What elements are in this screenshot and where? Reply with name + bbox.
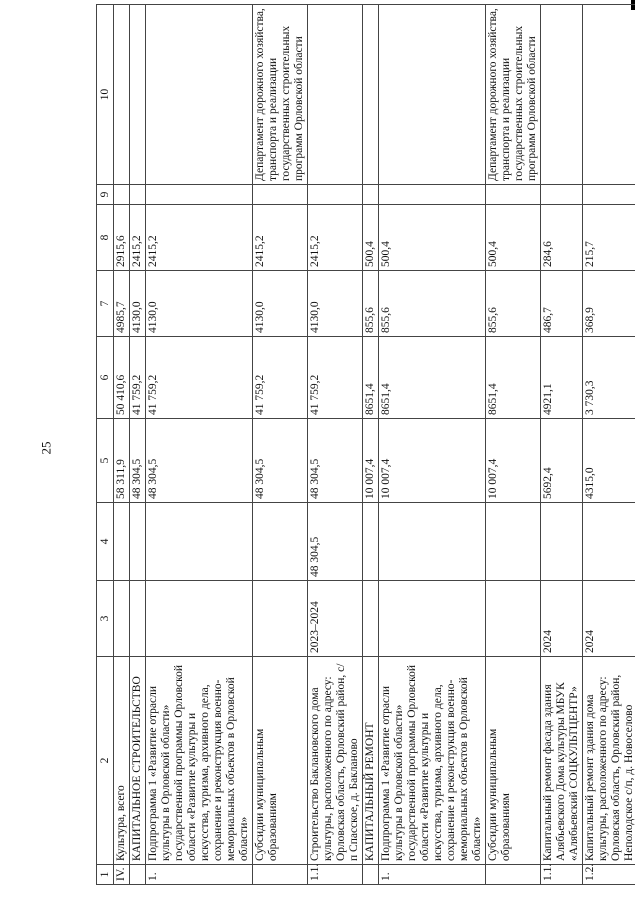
table-row: [114, 5, 130, 885]
cost-cell: [541, 503, 583, 581]
col9-cell: [379, 185, 486, 205]
federal-cell: 8651,4: [486, 337, 541, 419]
number-cell: 1.1.: [308, 865, 363, 885]
name-cell: Капитальный ремонт фасада здания Алябьевского Дома культуры МБУК «Алябьевский СОЦКУЛЬТЦЕНТР»: [541, 657, 583, 865]
local-cell: 2415,2: [308, 205, 363, 271]
col9-cell: [114, 185, 130, 205]
name-cell: Подпрограмма 1 «Развитие отрасли культуры в Орловской области» государственной программы Орловской области «Развитие культуры и искусства, туризма, архивного дела, сохранение и реконструкция военно-мемориальных объектов в Орловской области»: [379, 657, 486, 865]
regional-cell: 855,6: [363, 271, 379, 337]
period-cell: 2023–2024: [308, 581, 363, 657]
header-cell: 8: [97, 205, 114, 271]
regional-cell: 4130,0: [146, 271, 253, 337]
table-row: [363, 5, 379, 885]
name-cell: КАПИТАЛЬНОЕ СТРОИТЕЛЬСТВО: [130, 657, 146, 865]
name-cell: Субсидии муниципальным образованиям: [253, 657, 308, 865]
federal-cell: 8651,4: [363, 337, 379, 419]
number-cell: 1.2.: [583, 865, 635, 885]
header-row: [97, 5, 114, 885]
number-cell: 1.: [146, 865, 253, 885]
responsible-cell: [379, 5, 486, 185]
federal-cell: 4921,1: [541, 337, 583, 419]
table-row: [379, 5, 486, 885]
col9-cell: [541, 185, 583, 205]
responsible-cell: [130, 5, 146, 185]
col9-cell: [146, 185, 253, 205]
total-cell: 48 304,5: [146, 419, 253, 503]
total-cell: 48 304,5: [130, 419, 146, 503]
header-cell: 1: [97, 865, 114, 885]
cost-cell: [146, 503, 253, 581]
responsible-cell: [146, 5, 253, 185]
regional-cell: 4130,0: [130, 271, 146, 337]
period-cell: [114, 581, 130, 657]
table-row: [486, 5, 541, 885]
name-cell: Строительство Баклановского дома культуры, расположенного по адресу: Орловская область, Орловский район, с/п Спасское, д. Бакланово: [308, 657, 363, 865]
page-number: 25: [38, 441, 54, 455]
period-cell: [486, 581, 541, 657]
regional-cell: 368,9: [583, 271, 635, 337]
name-cell: Культура, всего: [114, 657, 130, 865]
cost-cell: [363, 503, 379, 581]
name-cell: КАПИТАЛЬНЫЙ РЕМОНТ: [363, 657, 379, 865]
regional-cell: 855,6: [486, 271, 541, 337]
col9-cell: [486, 185, 541, 205]
regional-cell: 4985,7: [114, 271, 130, 337]
total-cell: 48 304,5: [308, 419, 363, 503]
responsible-cell: [541, 5, 583, 185]
cost-cell: 48 304,5: [308, 503, 363, 581]
local-cell: 500,4: [486, 205, 541, 271]
header-cell: 6: [97, 337, 114, 419]
budget-table: [96, 4, 635, 885]
header-cell: 4: [97, 503, 114, 581]
col9-cell: [363, 185, 379, 205]
total-cell: 10 007,4: [379, 419, 486, 503]
responsible-cell: Департамент дорожного хозяйства, транспорта и реализации государственных строительных программ Орловской области: [486, 5, 541, 185]
local-cell: 2915,6: [114, 205, 130, 271]
rotated-table-container: [96, 5, 635, 885]
table-body: [97, 5, 635, 885]
name-cell: Субсидии муниципальным образованиям: [486, 657, 541, 865]
local-cell: 2415,2: [146, 205, 253, 271]
header-cell: 9: [97, 185, 114, 205]
period-cell: [253, 581, 308, 657]
number-cell: 1.1.: [541, 865, 583, 885]
header-cell: 7: [97, 271, 114, 337]
total-cell: 4315,0: [583, 419, 635, 503]
header-cell: 2: [97, 657, 114, 865]
federal-cell: 41 759,2: [130, 337, 146, 419]
header-cell: 3: [97, 581, 114, 657]
cost-cell: [379, 503, 486, 581]
period-cell: [363, 581, 379, 657]
total-cell: 10 007,4: [486, 419, 541, 503]
name-cell: Подпрограмма 1 «Развитие отрасли культуры в Орловской области» государственной программы Орловской области «Развитие культуры и искусства, туризма, архивного дела, сохранение и реконструкция военно-мемориальных объектов в Орловской области»: [146, 657, 253, 865]
federal-cell: 50 410,6: [114, 337, 130, 419]
col9-cell: [253, 185, 308, 205]
header-cell: 5: [97, 419, 114, 503]
responsible-cell: [363, 5, 379, 185]
local-cell: 284,6: [541, 205, 583, 271]
table-row: [541, 5, 583, 885]
table-row: [308, 5, 363, 885]
number-cell: 1.: [379, 865, 486, 885]
regional-cell: 4130,0: [253, 271, 308, 337]
federal-cell: 41 759,2: [308, 337, 363, 419]
regional-cell: 855,6: [379, 271, 486, 337]
col9-cell: [308, 185, 363, 205]
local-cell: 500,4: [379, 205, 486, 271]
federal-cell: 41 759,2: [146, 337, 253, 419]
regional-cell: 486,7: [541, 271, 583, 337]
total-cell: 58 311,9: [114, 419, 130, 503]
period-cell: [146, 581, 253, 657]
period-cell: 2024: [583, 581, 635, 657]
cost-cell: [130, 503, 146, 581]
number-cell: [253, 865, 308, 885]
responsible-cell: Департамент дорожного хозяйства, транспорта и реализации государственных строительных программ Орловской области: [253, 5, 308, 185]
federal-cell: 3 730,3: [583, 337, 635, 419]
period-cell: 2024: [541, 581, 583, 657]
total-cell: 5692,4: [541, 419, 583, 503]
responsible-cell: [114, 5, 130, 185]
cost-cell: [486, 503, 541, 581]
name-cell: Капитальный ремонт здания дома культуры, расположенного по адресу: Орловская область, Орловский район, Неполодское с/п, д. Новоселово: [583, 657, 635, 865]
table-row: [253, 5, 308, 885]
period-cell: [379, 581, 486, 657]
local-cell: 2415,2: [253, 205, 308, 271]
number-cell: [130, 865, 146, 885]
number-cell: [486, 865, 541, 885]
regional-cell: 4130,0: [308, 271, 363, 337]
total-cell: 10 007,4: [363, 419, 379, 503]
responsible-cell: [583, 5, 635, 185]
federal-cell: 8651,4: [379, 337, 486, 419]
cost-cell: [114, 503, 130, 581]
local-cell: 215,7: [583, 205, 635, 271]
cost-cell: [253, 503, 308, 581]
cost-cell: [583, 503, 635, 581]
number-cell: IV.: [114, 865, 130, 885]
table-row: [583, 5, 635, 885]
table-row: [146, 5, 253, 885]
col9-cell: [583, 185, 635, 205]
number-cell: [363, 865, 379, 885]
local-cell: 500,4: [363, 205, 379, 271]
period-cell: [130, 581, 146, 657]
total-cell: 48 304,5: [253, 419, 308, 503]
table-row: [130, 5, 146, 885]
header-cell: 10: [97, 5, 114, 185]
col9-cell: [130, 185, 146, 205]
local-cell: 2415,2: [130, 205, 146, 271]
responsible-cell: [308, 5, 363, 185]
federal-cell: 41 759,2: [253, 337, 308, 419]
